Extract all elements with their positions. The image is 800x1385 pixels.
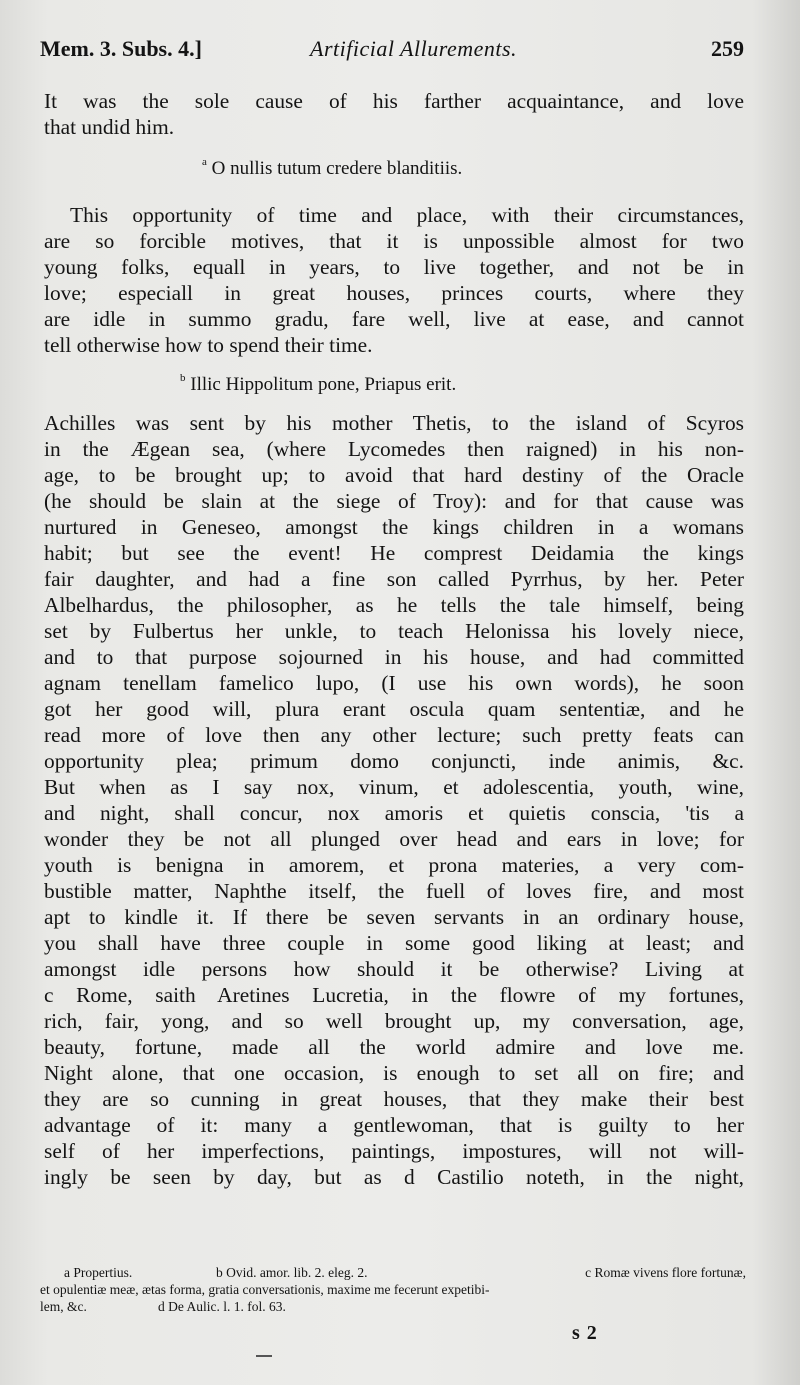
section-reference: Mem. 3. Subs. 4.] xyxy=(40,36,202,61)
text-line: This opportunity of time and place, with their circumstances, xyxy=(70,203,744,227)
text-line: young folks, equall in years, to live together, and not be in xyxy=(44,255,744,279)
page-number: 259 xyxy=(711,36,744,61)
text-line: opportunity plea; primum domo conjuncti, inde animis, &c. xyxy=(44,749,744,773)
text-line: self of her imperfections, paintings, impostures, will not will- xyxy=(44,1139,744,1163)
running-title: Artificial Allurements. xyxy=(310,36,518,61)
text-line: wonder they be not all plunged over head and ears in love; for xyxy=(44,827,744,851)
footnote-mark: a xyxy=(202,156,207,168)
footnotes xyxy=(40,1264,746,1315)
text-line: ingly be seen by day, but as d Castilio noteth, in the night, xyxy=(44,1165,744,1189)
paragraph-2 xyxy=(44,202,744,358)
footnote-continuation: et opulentiæ meæ, ætas forma, gratia conversationis, maxime me fecerunt expetibi- xyxy=(40,1282,490,1297)
footnote-a: a Propertius. xyxy=(64,1265,133,1280)
text-line: that undid him. xyxy=(44,115,175,139)
quotation-text: O nullis tutum credere blanditiis. xyxy=(211,158,463,179)
footnote-mark: b xyxy=(180,372,186,384)
text-line: agnam tenellam famelico lupo, (I use his own words), he soon xyxy=(44,671,744,695)
text-line: c Rome, saith Aretines Lucretia, in the flowre of my fortunes, xyxy=(44,983,744,1007)
text-line: are so forcible motives, that it is unpossible almost for two xyxy=(44,229,744,253)
text-line: youth is benigna in amorem, et prona materies, a very com- xyxy=(44,853,744,877)
footnote-continuation: lem, &c. xyxy=(40,1299,87,1314)
footnote-row xyxy=(40,1298,746,1315)
text-line: nurtured in Geneseo, amongst the kings children in a womans xyxy=(44,515,744,539)
text-line: apt to kindle it. If there be seven servants in an ordinary house, xyxy=(44,905,744,929)
text-line: beauty, fortune, made all the world admire and love me. xyxy=(44,1035,744,1059)
text-line: Night alone, that one occasion, is enough to set all on fire; and xyxy=(44,1061,744,1085)
text-line: are idle in summo gradu, fare well, live at ease, and cannot xyxy=(44,307,744,331)
text-line: in the Ægean sea, (where Lycomedes then raigned) in his non- xyxy=(44,437,744,461)
footnote-b: b Ovid. amor. lib. 2. eleg. 2. xyxy=(216,1265,368,1280)
footnote-c: c Romæ vivens flore fortunæ, xyxy=(585,1265,746,1280)
text-line: It was the sole cause of his farther acquaintance, and love xyxy=(44,89,744,113)
running-header xyxy=(40,36,744,68)
text-line: got her good will, plura erant oscula quam sententiæ, and he xyxy=(44,697,744,721)
text-line: (he should be slain at the siege of Troy): and for that cause was xyxy=(44,489,744,513)
text-line: they are so cunning in great houses, that they make their best xyxy=(44,1087,744,1111)
quotation-a xyxy=(202,158,462,180)
footnote-d: d De Aulic. l. 1. fol. 63. xyxy=(158,1299,286,1314)
text-line: you shall have three couple in some good liking at least; and xyxy=(44,931,744,955)
text-line: Albelhardus, the philosopher, as he tells the tale himself, being xyxy=(44,593,744,617)
text-line: advantage of it: many a gentlewoman, that is guilty to her xyxy=(44,1113,744,1137)
text-line: Achilles was sent by his mother Thetis, to the island of Scyros xyxy=(44,411,744,435)
text-line: and to that purpose sojourned in his house, and had committed xyxy=(44,645,744,669)
text-line: age, to be brought up; to avoid that hard destiny of the Oracle xyxy=(44,463,744,487)
footnote-row xyxy=(40,1281,746,1298)
text-line: tell otherwise how to spend their time. xyxy=(44,333,373,357)
footnote-row xyxy=(40,1264,746,1281)
text-line: set by Fulbertus her unkle, to teach Helonissa his lovely niece, xyxy=(44,619,744,643)
text-line: read more of love then any other lecture; such pretty feats can xyxy=(44,723,744,747)
text-line: and night, shall concur, nox amoris et quietis conscia, 'tis a xyxy=(44,801,744,825)
quotation-text: Illic Hippolitum pone, Priapus erit. xyxy=(190,374,457,395)
paragraph-1 xyxy=(44,88,744,140)
text-line: But when as I say nox, vinum, et adolescentia, youth, wine, xyxy=(44,775,744,799)
text-line: habit; but see the event! He comprest Deidamia the kings xyxy=(44,541,744,565)
text-line: fair daughter, and had a fine son called Pyrrhus, by her. Peter xyxy=(44,567,744,591)
decorative-dash xyxy=(256,1355,272,1357)
signature-mark: s 2 xyxy=(572,1322,598,1344)
quotation-b xyxy=(180,374,456,396)
text-line: amongst idle persons how should it be otherwise? Living at xyxy=(44,957,744,981)
text-line: rich, fair, yong, and so well brought up, my conversation, age, xyxy=(44,1009,744,1033)
text-line: bustible matter, Naphthe itself, the fuell of loves fire, and most xyxy=(44,879,744,903)
paragraph-3 xyxy=(44,410,744,1190)
text-line: love; especiall in great houses, princes courts, where they xyxy=(44,281,744,305)
